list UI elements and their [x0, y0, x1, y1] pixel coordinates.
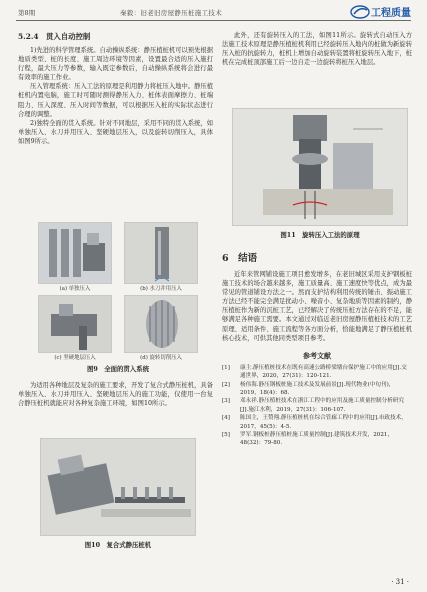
fig9-image-d: [124, 295, 198, 353]
paragraph-2: 压入管理系统：压入工法的原理是利用静力将桩压入地中。静压植桩机内置电脑，施工时可随时测得静压入力、桩体表面摩擦力、桩端阻力、压入深度、压入时间等数据，可以根据压入桩的实际状态进行合理的调整。: [18, 83, 213, 118]
fig9-sub-a: (a) 单独压入: [59, 286, 91, 292]
left-column: [18, 31, 213, 146]
paragraph-3: 2)独特全面的贯入系统。针对不同地层，采用不同的贯入系统，如单独压入、水刀并用压入、坚硬地层压入，以及旋转切削压入，具体如图9所示。: [18, 119, 213, 145]
fig9-sub-c: (c) 坚硬地层压入: [54, 355, 96, 361]
right-column-top: [222, 31, 412, 67]
fig9-image-b: [124, 222, 198, 284]
reference-item: [4] 陈国主，王赞翔.静压植桩机在综合管廊工程中的应用[J].市政技术，2017，45(5)：4-5.: [222, 415, 407, 430]
fig11-image: [232, 108, 408, 226]
references-list: [222, 364, 412, 448]
conclusion-paragraph: 近年来管网铺设施工项目愈发增多，在老旧城区采用支护钢板桩施工技术的场合越来越多，施工质量高、施工速度快等优点，成为最常见的管道铺设方法之一。然而支护结构利用传统的锤击、振动施工方法已经不能完全满足扰动小、噪音小、复杂地质等因素的制约，静压植桩作为新的沉桩工艺，已经解决了传统压桩方法存在的不足，能够满足各种施工需要。本文通过对临近老旧房屋静压植桩技术的工艺原理、适用条件、施工流程等各方面分析，恰能地满足了静压植桩机核心技术，可供其他同类型项目参考。: [222, 271, 412, 342]
references-heading: 参考文献: [303, 350, 331, 360]
page-number: · 31 ·: [391, 578, 409, 586]
left-para-after: 为适用各种地层及复杂的施工要求，开发了复合式静压桩机，具备单独压入、水刀并用压入、坚硬地层压入的施工功能，仅使用一台复合静压桩机就能应对各种复杂施工环境，如图10所示。: [18, 382, 213, 408]
paragraph-1: 1)先进的科学管理系统。自动操纵系统：静压植桩机可以预先根据地质类型、桩的长度、施工周边环境等因素，设置最合适的压入施打行程，最大压力等参数，输入既定参数后，自动操纵系统将会进行最有效率的施工作业。: [18, 47, 213, 82]
reference-item: [2] 杨伟海.静压钢板桩施工技术及发展前景[J].现代物业(中旬刊)，2019，18(4)：68.: [222, 381, 395, 396]
fig9-caption: 图9 全面的贯入系统: [87, 365, 149, 373]
issue-number: 第8期: [18, 9, 36, 17]
figure-10: [40, 438, 196, 549]
figure-11: [232, 108, 408, 239]
right-column-conclusion: [222, 250, 412, 448]
fig9-image-a: [38, 222, 112, 284]
reference-item: [5] 罗军.钢板桩静压植桩施工质量控制[J].建筑技术开发，2021，48(32)：79-80.: [222, 432, 394, 447]
fig10-image: [40, 438, 196, 536]
reference-item: [3] 邓永祥.静压植桩技术在浙江工程中的应用及施工质量控制分析研究[J].施江水利，2019，27(31)：106-107.: [222, 398, 404, 413]
fig10-caption: 图10 复合式静压桩机: [84, 541, 152, 549]
fig9-image-c: [38, 295, 112, 353]
reference-item: [1] 康主.静压植桩技术在既有高速公路桥梁墩台保护施工中的应用[J].交通世界，2020，27(31)：120-121.: [222, 364, 407, 380]
fig9-sub-b: (b) 水刀并用压入: [140, 286, 182, 292]
journal-logo: [350, 4, 412, 20]
running-title: 秦毅：旧老旧房屋静压桩施工技术: [120, 9, 222, 17]
figure-9: [38, 222, 198, 373]
right-paragraph: 此外，还有旋转压入的工法，如图11所示。旋转式自动压入方法施工技术原理是静压植桩机利用已经旋转压入地内的桩做为新旋转压入桩的抗旋转力，桩机上增加自动旋转装置将桩旋转压入地下，桩机在完成桩顶部施工后一边自走一边旋转将桩压入地层。: [222, 32, 412, 67]
fig9-sub-d: (d) 旋转切削压入: [140, 355, 182, 361]
section-6-heading: 6 结语: [222, 253, 258, 264]
fig11-caption: 图11 旋转压入工法的原理: [280, 231, 360, 239]
logo-text: 工程质量: [371, 8, 411, 19]
header-rule: [16, 20, 411, 21]
section-heading-5-2-4: 5.2.4 贯入自动控制: [18, 32, 91, 41]
